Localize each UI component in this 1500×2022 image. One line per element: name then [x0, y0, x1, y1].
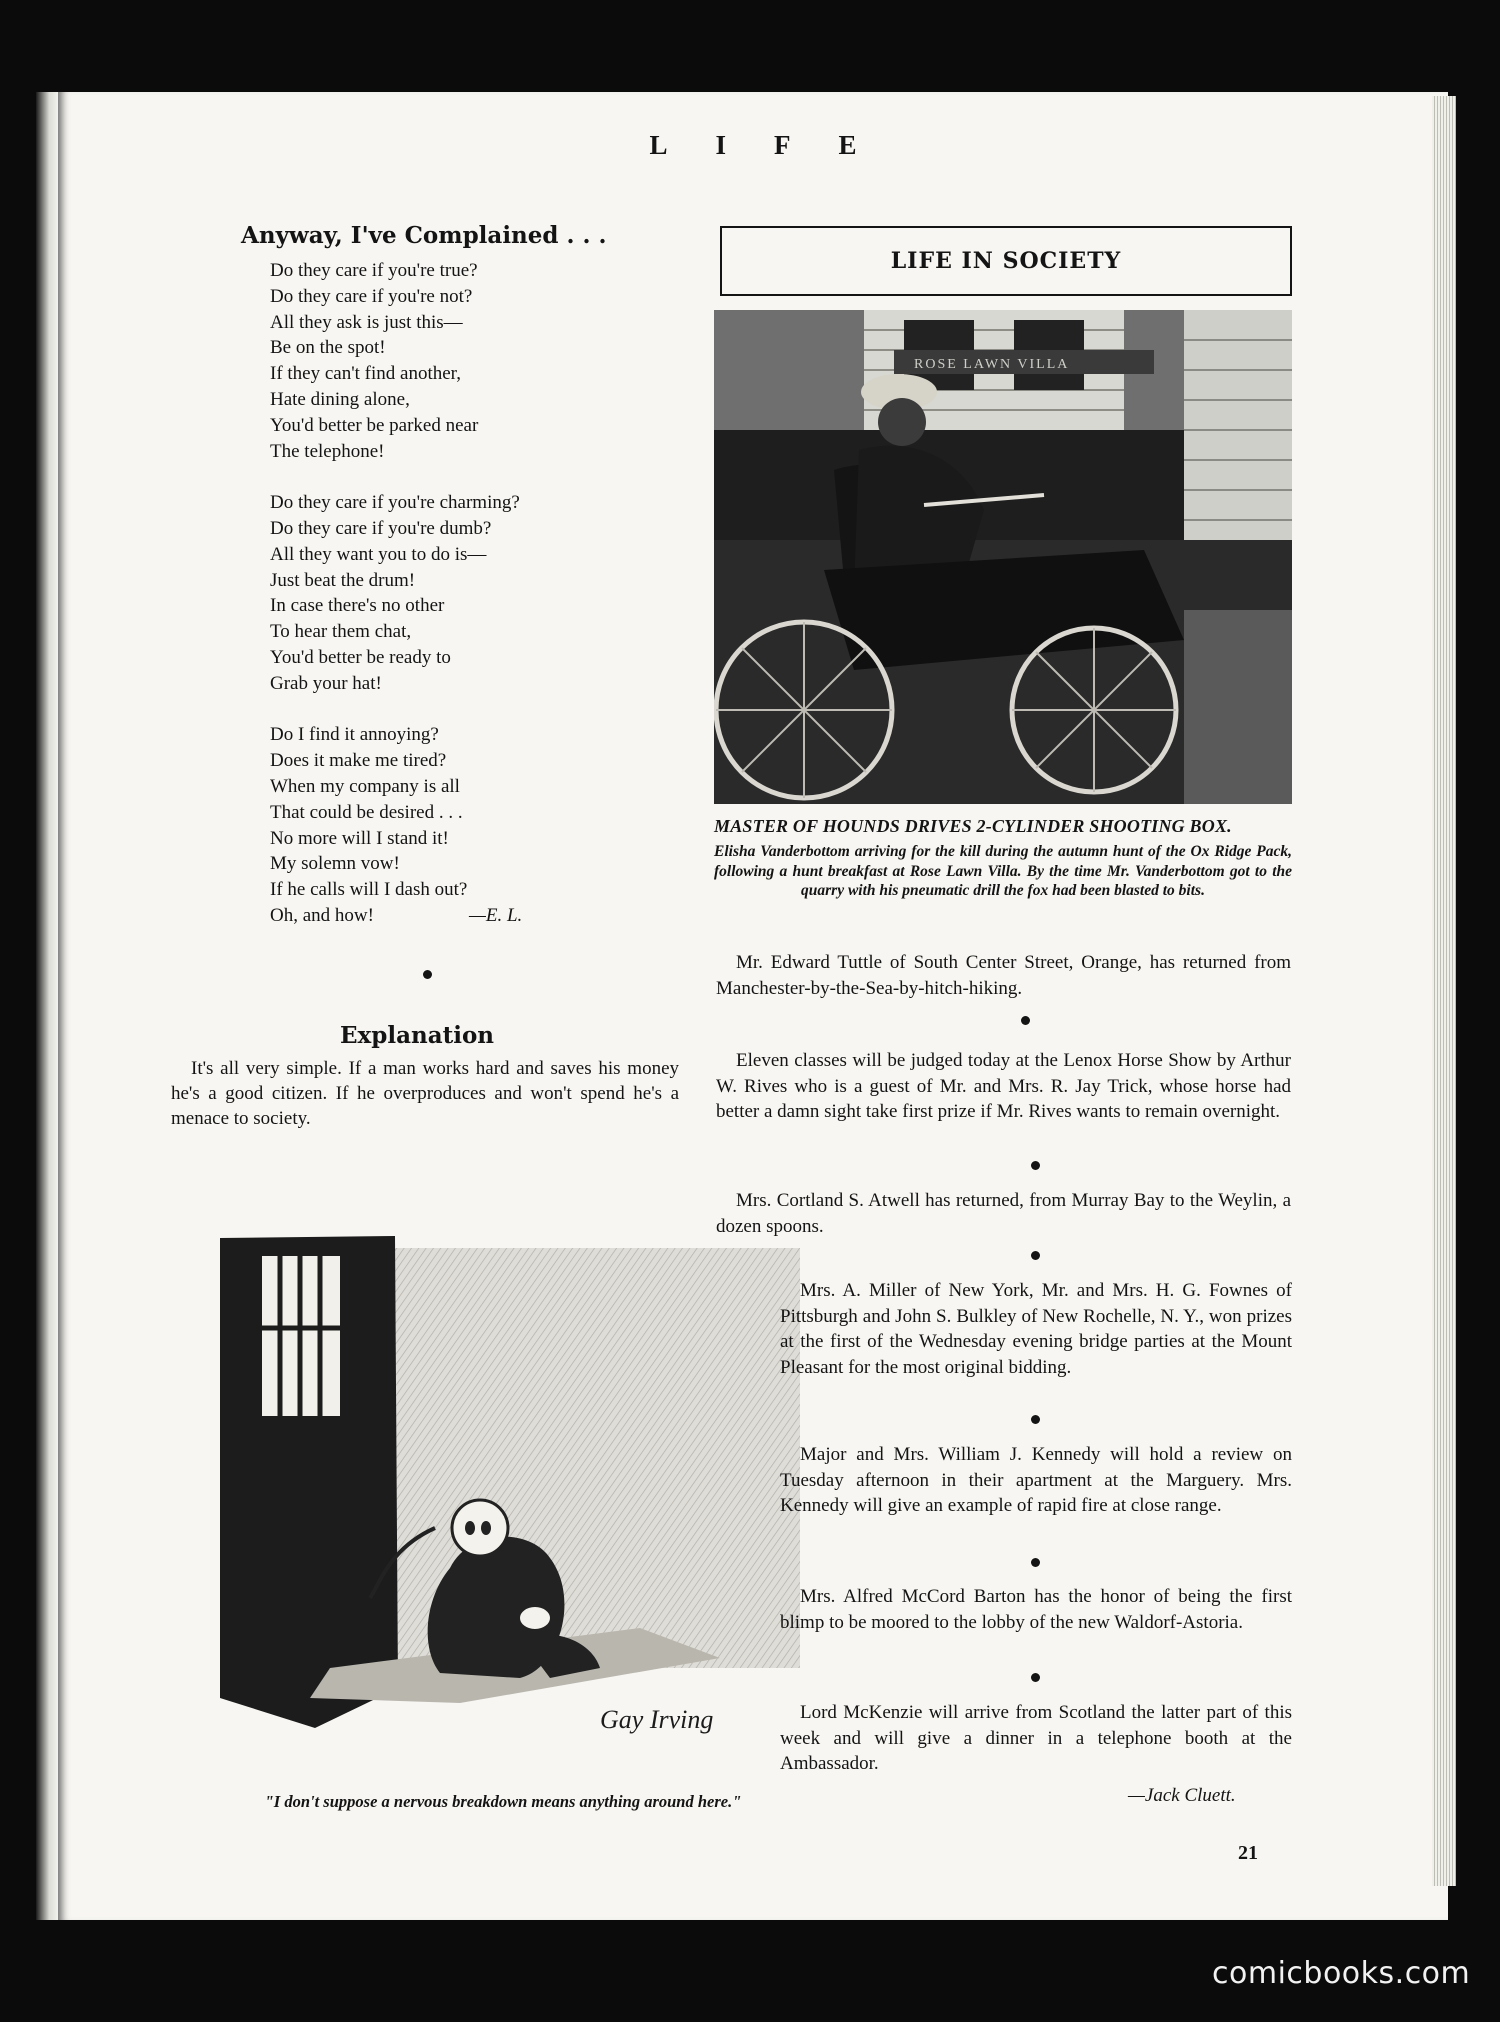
poem-stanza — [270, 258, 670, 464]
separator-dot — [1031, 1251, 1040, 1260]
masthead — [58, 130, 1448, 161]
poem-line: If he calls will I dash out? — [270, 879, 468, 901]
section-heading: LIFE IN SOCIETY — [890, 248, 1122, 274]
poem-line: Do they care if you're true? — [270, 260, 478, 281]
masthead-letter: E — [838, 130, 857, 160]
page-stack-edge — [1432, 96, 1456, 1886]
poem-line: You'd better be parked near — [270, 414, 479, 436]
photo-sign-text: ROSE LAWN VILLA — [914, 357, 1070, 372]
separator-dot — [1031, 1415, 1040, 1424]
photo-caption-body: Elisha Vanderbottom arriving for the kill during the autumn hunt of the Ox Ridge Pack, following a hunt breakfast at Rose Lawn Villa. By the time Mr. Vanderbottom got to the quarry with his pneumatic drill the fox had been blasted to bits. — [714, 843, 1292, 899]
poem-line: If they can't find another, — [270, 363, 462, 385]
society-item: Major and Mrs. William J. Kennedy will hold a review on Tuesday afternoon in their apartment at the Marguery. Mrs. Kennedy will give an example of rapid fire at close range. — [780, 1444, 1292, 1516]
separator-dot — [423, 970, 432, 979]
poem-line: All they ask is just this— — [270, 311, 463, 333]
society-item: Mrs. Cortland S. Atwell has returned, from Murray Bay to the Weylin, a dozen spoons. — [716, 1190, 1291, 1237]
separator-dot — [1031, 1673, 1040, 1682]
watermark: comicbooks.com — [1212, 1956, 1471, 1991]
poem-line: Does it make me tired? — [270, 750, 447, 772]
poem-stanza — [270, 722, 670, 928]
poem-last-line: Oh, and how! — [270, 904, 374, 926]
separator-dot — [1031, 1161, 1040, 1170]
masthead-letter: F — [774, 130, 791, 160]
cartoon-caption: "I don't suppose a nervous breakdown means anything around here." — [264, 1792, 742, 1811]
poem-line: Grab your hat! — [270, 672, 382, 694]
society-item: Mrs. Alfred McCord Barton has the honor of being the first blimp to be moored to the lobby of the new Waldorf-Astoria. — [780, 1586, 1292, 1633]
separator-dot — [1021, 1016, 1030, 1025]
society-item: Mrs. A. Miller of New York, Mr. and Mrs. H. G. Fownes of Pittsburgh and John S. Bulkley of New Rochelle, N. Y., won prizes at the first of the Wednesday evening bridge parties at the Mount Pleasant for the most original bidding. — [780, 1280, 1292, 1378]
poem-line: To hear them chat, — [270, 621, 412, 643]
photo-caption-heading: MASTER OF HOUNDS DRIVES 2-CYLINDER SHOOTING BOX. — [714, 816, 1232, 836]
poem-line: All they want you to do is— — [270, 543, 487, 565]
poem-line: In case there's no other — [270, 595, 445, 617]
poem-line: The telephone! — [270, 440, 385, 462]
society-signoff: —Jack Cluett. — [1128, 1785, 1236, 1806]
poem-line: Do they care if you're dumb? — [270, 517, 492, 539]
society-item: Mr. Edward Tuttle of South Center Street, Orange, has returned from Manchester-by-the-Sea-by-hitch-hiking. — [716, 952, 1291, 999]
masthead-letter: I — [715, 130, 726, 160]
poem-line: Do they care if you're charming? — [270, 492, 520, 514]
poem-line: Be on the spot! — [270, 337, 386, 359]
poem-line: No more will I stand it! — [270, 827, 449, 849]
poem — [270, 258, 670, 929]
poem-line: Do I find it annoying? — [270, 724, 439, 746]
binding-edge — [36, 92, 58, 1920]
society-photo — [714, 310, 1292, 804]
cartoon-signature: Gay Irving — [600, 1705, 714, 1734]
poem-line: That could be desired . . . — [270, 801, 463, 823]
page-number: 21 — [1238, 1842, 1258, 1864]
poem-title: Anyway, I've Complained . . . — [241, 222, 607, 249]
poem-line — [270, 903, 670, 929]
poem-line: When my company is all — [270, 775, 460, 797]
poem-line: You'd better be ready to — [270, 646, 451, 668]
masthead-letter: L — [649, 130, 668, 160]
section-heading-box — [720, 226, 1292, 296]
poem-line: Just beat the drum! — [270, 569, 416, 591]
separator-dot — [1031, 1558, 1040, 1567]
poem-signature: —E. L. — [468, 904, 523, 926]
poem-line: Do they care if you're not? — [270, 285, 473, 307]
cartoon-illustration — [220, 1228, 806, 1748]
explanation-title: Explanation — [340, 1022, 495, 1049]
poem-line: My solemn vow! — [270, 853, 400, 875]
society-item: Eleven classes will be judged today at the Lenox Horse Show by Arthur W. Rives who is a guest of Mr. and Mrs. R. Jay Trick, whose horse had better a damn sight take first prize if Mr. Rives wants to remain overnight. — [716, 1050, 1291, 1122]
poem-line: Hate dining alone, — [270, 388, 410, 410]
magazine-page — [58, 92, 1448, 1920]
explanation-text: It's all very simple. If a man works hard and saves his money he's a good citizen. If he overproduces and won't spend he's a menace to society. — [171, 1058, 679, 1129]
poem-stanza — [270, 490, 670, 696]
society-item: Lord McKenzie will arrive from Scotland the latter part of this week and will give a dinner in a telephone booth at the Ambassador. — [780, 1702, 1292, 1774]
